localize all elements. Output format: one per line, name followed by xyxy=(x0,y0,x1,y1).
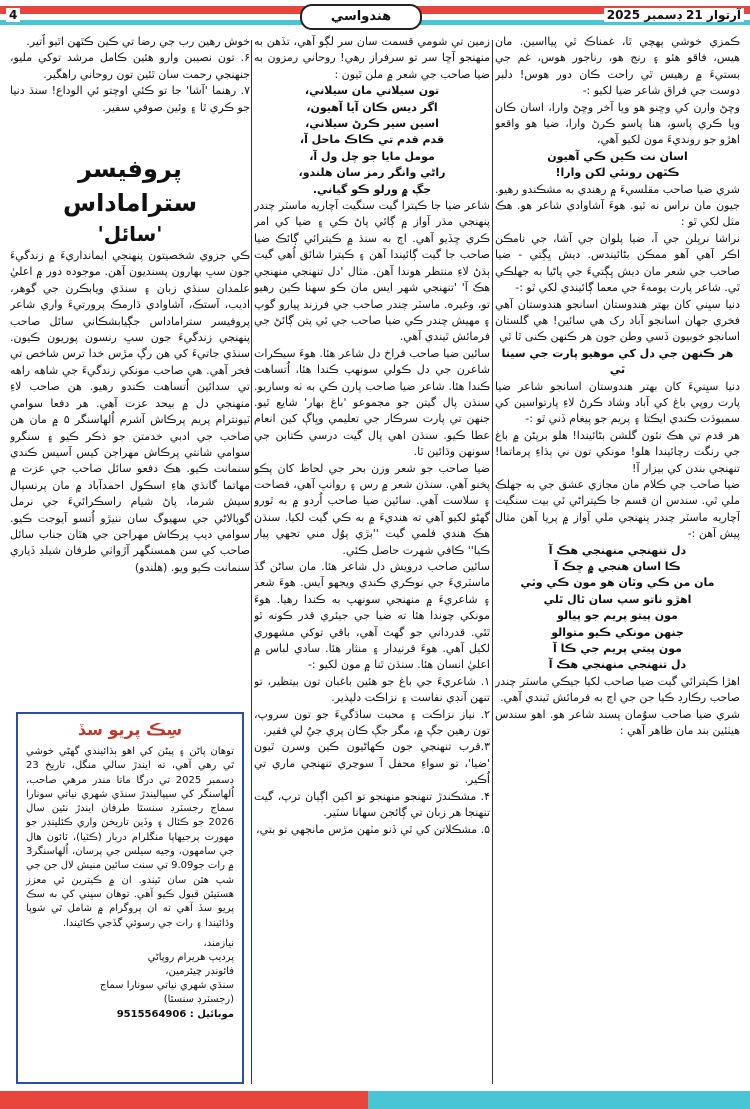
verse-line: راڻي وانگر رمز سان هلندو، xyxy=(298,166,446,180)
paragraph: شري ضيا صاحب مقلسيءَ ۾ رهندي به مشڪندو رهيو. جيون مان نراس نه ٿيو. هوءَ آشاوادي شاعر هو. هڪ مثل لکي ٿو : xyxy=(495,182,740,229)
paragraph: اهڙا ڪيترائي گيت ضيا صاحب لکيا جيڪي ماسٽر چندر صاحب رڪارڊ ڪيا جن جي اڄ به فرمائش ٿيندي آهي. xyxy=(495,674,740,705)
page-footer xyxy=(0,1091,750,1109)
page-number: 4 xyxy=(6,8,20,22)
article-subheading: 'سائل' xyxy=(97,222,163,247)
signoff: نيازمند، xyxy=(203,937,234,949)
notice-body: توهان پاڻن ۽ پيڻن کي اهو ٻڌائيندي گهڻي خوشي ٿي رهي آهي، ته ايندڙ سالي منگل، تاريخ 23 ڊسمبر 2025 تي درگا ماتا مندر مرهي صاحب، اُلهاسنگر کي سيپاليندڙ سنڌي شهري نياتي سونارا سماج رجسٽرڊ سنسٿا طرفان ايندڙ نئين سال 2026 جو ڪئال ۽ وڏين تاريخن واري ڪئلينڊر جو مهورت پرجيهاپا منگلرام دربار (ڪٽيا)، ٽائون هال جي سامهون، وجيه سيلس جي پرسان، اُلهاسنگر3 ۾ رات جو9.09 تي سنت سائين منيش لال جن جي شپ هٿن سان ٿيندو. ان ۾ ڪيترين ئي معزز هستيئن قبول ڪيو آهي. توهان سڀني کي به سڪ پريو سڏ آهي ته ان پروگرام ۾ شامل ٿي شوپا وڌائيندا ۽ رات جي رسوئي گڏجي ڪائيندا. xyxy=(26,746,235,929)
paragraph: ڪي جزوي شخصيتون پنهنجي ايمانداريءَ ۾ زندگيءَ جون سڀ بهارون پسنديون آهن. موجوده دور ۾ اعليٰ علمدان سنڌي زبان ۽ سنڌي ويابڪرن جي گوهر، اديب، آستڪ، آشاوادي ڌارمڪ پرورتيءَ واري شاعر پروفيسر ستراماداس جڳيابشڪاني سائل صاحب پنهنجي زندگيءَ جون سڀ رنسون پوريون ڪيون. سنڌي جاتيءَ کي هن رڳ مڙس خدا ترس شاخص تي فخر آهي. هي صاحب مونکي زندگيءَ جي شاهه راهه تي سدائين اُتساهت ڪندو رهيو. هن صاحب لاءِ منهنجي دل ۾ بيحد عزت آهي. هر دفعا سوامي ٽيونترام پريم پرڪاش آشرم اُلهاسنگر ۵ ۾ مان هن صاحب جي ادبي خدمتن جو ذڪر ڪيو ۽ سنگرو سوامي شانتي پرڪاش مهراجن کيس آسيس ڪندي سنمانت ڪيو. هڪ دفعو سائل صاحب جي عزت ۾ مهاتما گانڌي هاءِ اسڪول احمدآباد ۾ مان پرنسپال سيش شرما، پاڻ شيام راسڪرائيءَ جي نرمل گوپالاڻي جي سهيوگ سان ننيڙو اُتسو آيوجت ڪيو. سوامي ديپ پرڪاش مهراجن جي هٿان جناب سائل صاحب کي سن همسنگھر آڙواٺي طرفان شيلڊ ڏياري سنمانت ڪيو ويو. (هلندو) xyxy=(10,249,250,574)
notice-title: سِڪ پريو سڏ xyxy=(77,720,183,739)
verse-line: جنهن مونکي ڪيو متوالو xyxy=(551,625,684,639)
verse-line: دل تنهنجي منهنجي هڪ آ xyxy=(548,543,687,557)
paragraph: هر قدم تي هڪ نئون گلشن بڻائيندا! هلو برپڻن ۾ باغ جي رنگت رچائيندا هلو! مونکي تون ني ٻڌاءِ پرماتما! تنهنجي بندن کي بيزار آ! xyxy=(495,428,740,475)
signer-line: سنڌي شهري نياتي سونارا سماج xyxy=(99,979,234,991)
paragraph: نراشا نرپلن جي آ، ضيا پلوان جي آشا، جي نامڪن اڪر آهي آهو ممڪن بڻائيندس. ديش ڀڳتي - ضيا صاحب جي شعر مان ديش ڀڳتيءَ جي پاڻيا به جهلڪي ٿي. شاعر پارت يومهءَ جي معما ڳائيندي لکي ٿو :- xyxy=(495,231,740,295)
verse-line: دل تنهنجي منهنجي هڪ آ xyxy=(548,658,687,672)
signer-line: فائونڊر چيئرمين، xyxy=(165,965,234,977)
verse-line: اهڙو ناتو سپ سان ٿال ٿلي xyxy=(543,592,692,606)
column-divider xyxy=(251,40,252,1084)
signer-line: (رجسٽرڊ سنسٿا) xyxy=(163,993,234,1005)
paragraph: ڪمزي خوشي پهچي ٿا، غمناڪ ٿي پيااسين. مان هيس، فاقو هئو ۽ رنج هو، رناجور هوس، غم جي بستيءَ ۾ رهيس ٿي راحت ڪان دور هوس! دلبر دوست جي فراق شاعر ضيا لکيو :- xyxy=(495,35,740,98)
tribute-verse: ۳.قرب تنهنجي جون ڪهاڻيون ڪين وسرن ٿيون 'ضيا'، تو سواءِ محفل آ سوڃري تنهنجي ماري تي اُڪير. xyxy=(254,740,490,787)
paragraph: شري ضيا صاحب سوُمان پسند شاعر هو. اهو سندس هيٺئين بند مان ظاهر آهي : xyxy=(495,707,740,738)
article-heading: پروفيسر ستراماداس xyxy=(62,155,198,218)
verse-line: مومل مايا جو چل ول آ، xyxy=(309,149,435,163)
page-header xyxy=(0,0,750,30)
paragraph: دنيا سڀنيءَ کان بهتر هندوستان اسانجو شاعر ضيا پارت روپي باغ کي آباد وشاد ڪرڻ لاءِ پارتواسين کي سمبوڌت ڪندي ايڪتا ۽ پريم جو پيغام ڏني ٿو :- xyxy=(495,379,740,426)
footer-red-band xyxy=(0,1091,368,1109)
tribute-verse: ۲. نياز نزاڪت ۽ محبت ساڌگيءَ جو تون سروپ، تون رهين جڳ ۾، مگر جڳ ڪان پري جيُ لي فقير. xyxy=(254,707,490,738)
contact-phone: موبائيل : 9515564906 xyxy=(116,1008,234,1020)
verse-line: ڪٿهن رونئي لکن وارا! xyxy=(555,166,680,180)
tribute-verse: ۷. رهنما 'آشا' جا تو ڪئي اوچتو ئي الوداع! سنڌ دنيا جو ڪري ٿا ۽ وئين صوفي سفير. xyxy=(10,84,250,114)
paragraph: سائين ضيا صاحب فراخ دل شاعر هئا. هوءَ سيڪرات شاعرن جي دل ڪولي سونهپ ڪندا هئا، اُتساهت ڪندا هئا. شاعر ضيا صاحب پارن ڪي به ٺه وساريو. سنڌن پال گيتن جو مجموعو 'باغ بهار' شايع ٿيو. جنهن تي پارت سرڪار جي تعليمي وڀاڳ کين انعام عطا ڪيو. سنڌن اهي پال گيت درسي ڪتابن جي سونهن وڌائين ٿا. xyxy=(254,346,490,459)
verse-line: اسين سير ڪرڻ سيلاني، xyxy=(305,117,439,131)
verse-line: ڪا اسان هنجي ۾ ڇڪ آ xyxy=(554,560,681,573)
verse-line: مون پيتو پريم جو پيالو xyxy=(557,609,678,623)
signer-line: پرديپ هريرام روپاڻي xyxy=(147,951,234,963)
verse-line: هر ڪنهن جي دل کي موهيو پارت جي سيتا ٿي xyxy=(501,346,734,377)
verse-line: تون سيلاني مان سيلاني، xyxy=(304,84,440,98)
verse-line: اگر ديس ڪان آيا آهيون، xyxy=(306,100,438,114)
notice-signature xyxy=(18,931,242,1007)
verse-line: مون پيتي پريم جي ڪا آ xyxy=(553,642,682,656)
tribute-verse: ۴. مشڪندڙ تنهنجو منهنجو تو اکين اڳيان ترپ، گيت تنهنجا هر زبان تي ڳائجن سهانا سٽير. xyxy=(254,789,490,820)
tribute-verse: ۶. تون نصيبن وارو هئين ڪامل مرشد توکي مليو، جنهنجي رحمت سان ٿئين تون روحاني راهگير. xyxy=(10,51,250,81)
column-divider xyxy=(492,40,493,1084)
footer-teal-band xyxy=(368,1091,750,1109)
verse-line: مان من ڪي وٽان هو مون ڪي وٽي xyxy=(520,576,715,590)
tribute-verse: خوش رهين رب جي رضا تي ڪين ڪٿهن اٿيو اُتير. xyxy=(26,35,250,48)
tribute-verse: ۵. مشڪلاتن کي ٿي ڏنو مٽهن مڙس مانجهي تو بتي، xyxy=(256,822,490,836)
paragraph: سائين صاحب درويش دل شاعر هئا. مان ساڻن گڏ ماسٽريءَ جي نوڪري ڪندي ويجهو آيس. هوءَ شعر ۽ شاعريءَ ۾ منهنجي سونهپ به ڪندا رهيا. هوءَ مونکي چوندا هئا ته ضيا جي جيئري قدر ڪونه ٿو ٿئي. قدرداني جو گهٽ آهي، باقي توکي مشهوري لکيل آهي. هوءَ قرنيدار ۽ منثار هئا. سادي لباس ۾ اعليٰ انسان هئا. سنڌن ٿنا ۾ مون لکيو :- xyxy=(254,560,490,672)
article-column-2 xyxy=(254,34,490,1086)
verse-line: قدم قدم تي ڪاڪ ماحل آ، xyxy=(299,133,445,147)
article-column-1 xyxy=(495,34,740,1086)
paragraph: شاعر ضيا جا ڪيترا گيت سنگيت آچاريه ماسٽر چندر پنهنجي مڌر آواز ۾ ڳائي پاڻ ڪي ۽ ضيا کي امر ڪري ڇڏيو آهي. اڄ به سنڌ ۾ ڪيترائي ڳائڪ ضيا صاحب جا گيت ڳائيندا آهن ۽ ڪيترا شائق اُهي گيت ٻڌڻ لاءِ منتظر هوندا آهن. مثال 'دل تنهنجي منهنجي هڪ آ' 'تنهنجي شهر ايس مان ڪو سهنا ڪين رهيو تو، وغيره. ماسٽر چندر صاحب جي فرزند پيارو گوپ ۽ مهيش چندر ڪي ضيا صاحب جي ئي پتن ڳائڻ جي فرمائش ٿيندي آهي. xyxy=(254,199,490,344)
paragraph: وڇڻ وارن کي وڇنو هو ويا آخر وڇڻ وارا، اسان ڪان ويا ڪري پاسو، هنا پاسو ڪرڻ وارا، ضيا هو واقعو اهڙو جو رونديءَ مون لکيو آهي، xyxy=(495,100,740,147)
verse-line: جڳ ۾ ورلو ڪو گياني. xyxy=(312,182,432,196)
paragraph: زمين تي شومي قسمت سان سر لڳو آهي، تڏهن به منهنجو آڇا سر تو سرفراز رهي! روحاني رمزون به ضيا صاحب جي شعر ۾ ملن ٿيون : xyxy=(254,35,490,81)
masthead-logo: هندواسي xyxy=(300,4,422,30)
paragraph: ضيا صاحب جي ڪلام مان مجازي عشق جي به جهلڪ ملي ٿي. سندس ان قسم جا ڪيتراڻي ئي بيت سنگيت آچاريه ماسٽر چندر پنهنجي ملي آواز ۾ پريا آهن مثال پيش آهن :- xyxy=(495,477,740,541)
verse-line: اسان نت ڪين ڪي آهيون xyxy=(547,149,688,163)
issue-date: آرتوار 21 ڊسمبر 2025 xyxy=(604,8,744,22)
paragraph: ضيا صاحب جو شعر وزن بحر جي لحاظ کان پڪو پخنو آهي. سنڌن شعر ۾ رس ۽ روانپ آهي، فصاحت ۽ سلاست آهي. سائين ضيا صاحب اُردو ۾ به ٿورو گهڻو لکيو آهي ته هنديءَ ۾ به ڪي گيت لکيا. سنڌن هڪ هندي فلمي گيت ''بڙي پوُل مني تجهي پيار ڪيا'' ڪافي شهرت حاصل ڪئي. xyxy=(254,461,490,557)
invitation-notice-box xyxy=(16,712,244,1084)
paragraph: دنيا سڀني کان بهتر هندوستان اسانجو هندوستان آهي فخري جهان اسانجو آباد رک هي سائين! هي گلستان اسانجو خوبيون ڏسي وطن جون هر ڪنهن ڪنى ٿا ٿي xyxy=(495,297,740,344)
tribute-verse: ۱. شاعريءَ جي باغ جو هئين باغبان تون بيتظير، تو تنهن آنڊي نفاست ۽ نزاڪت دلپذير. xyxy=(254,674,490,705)
